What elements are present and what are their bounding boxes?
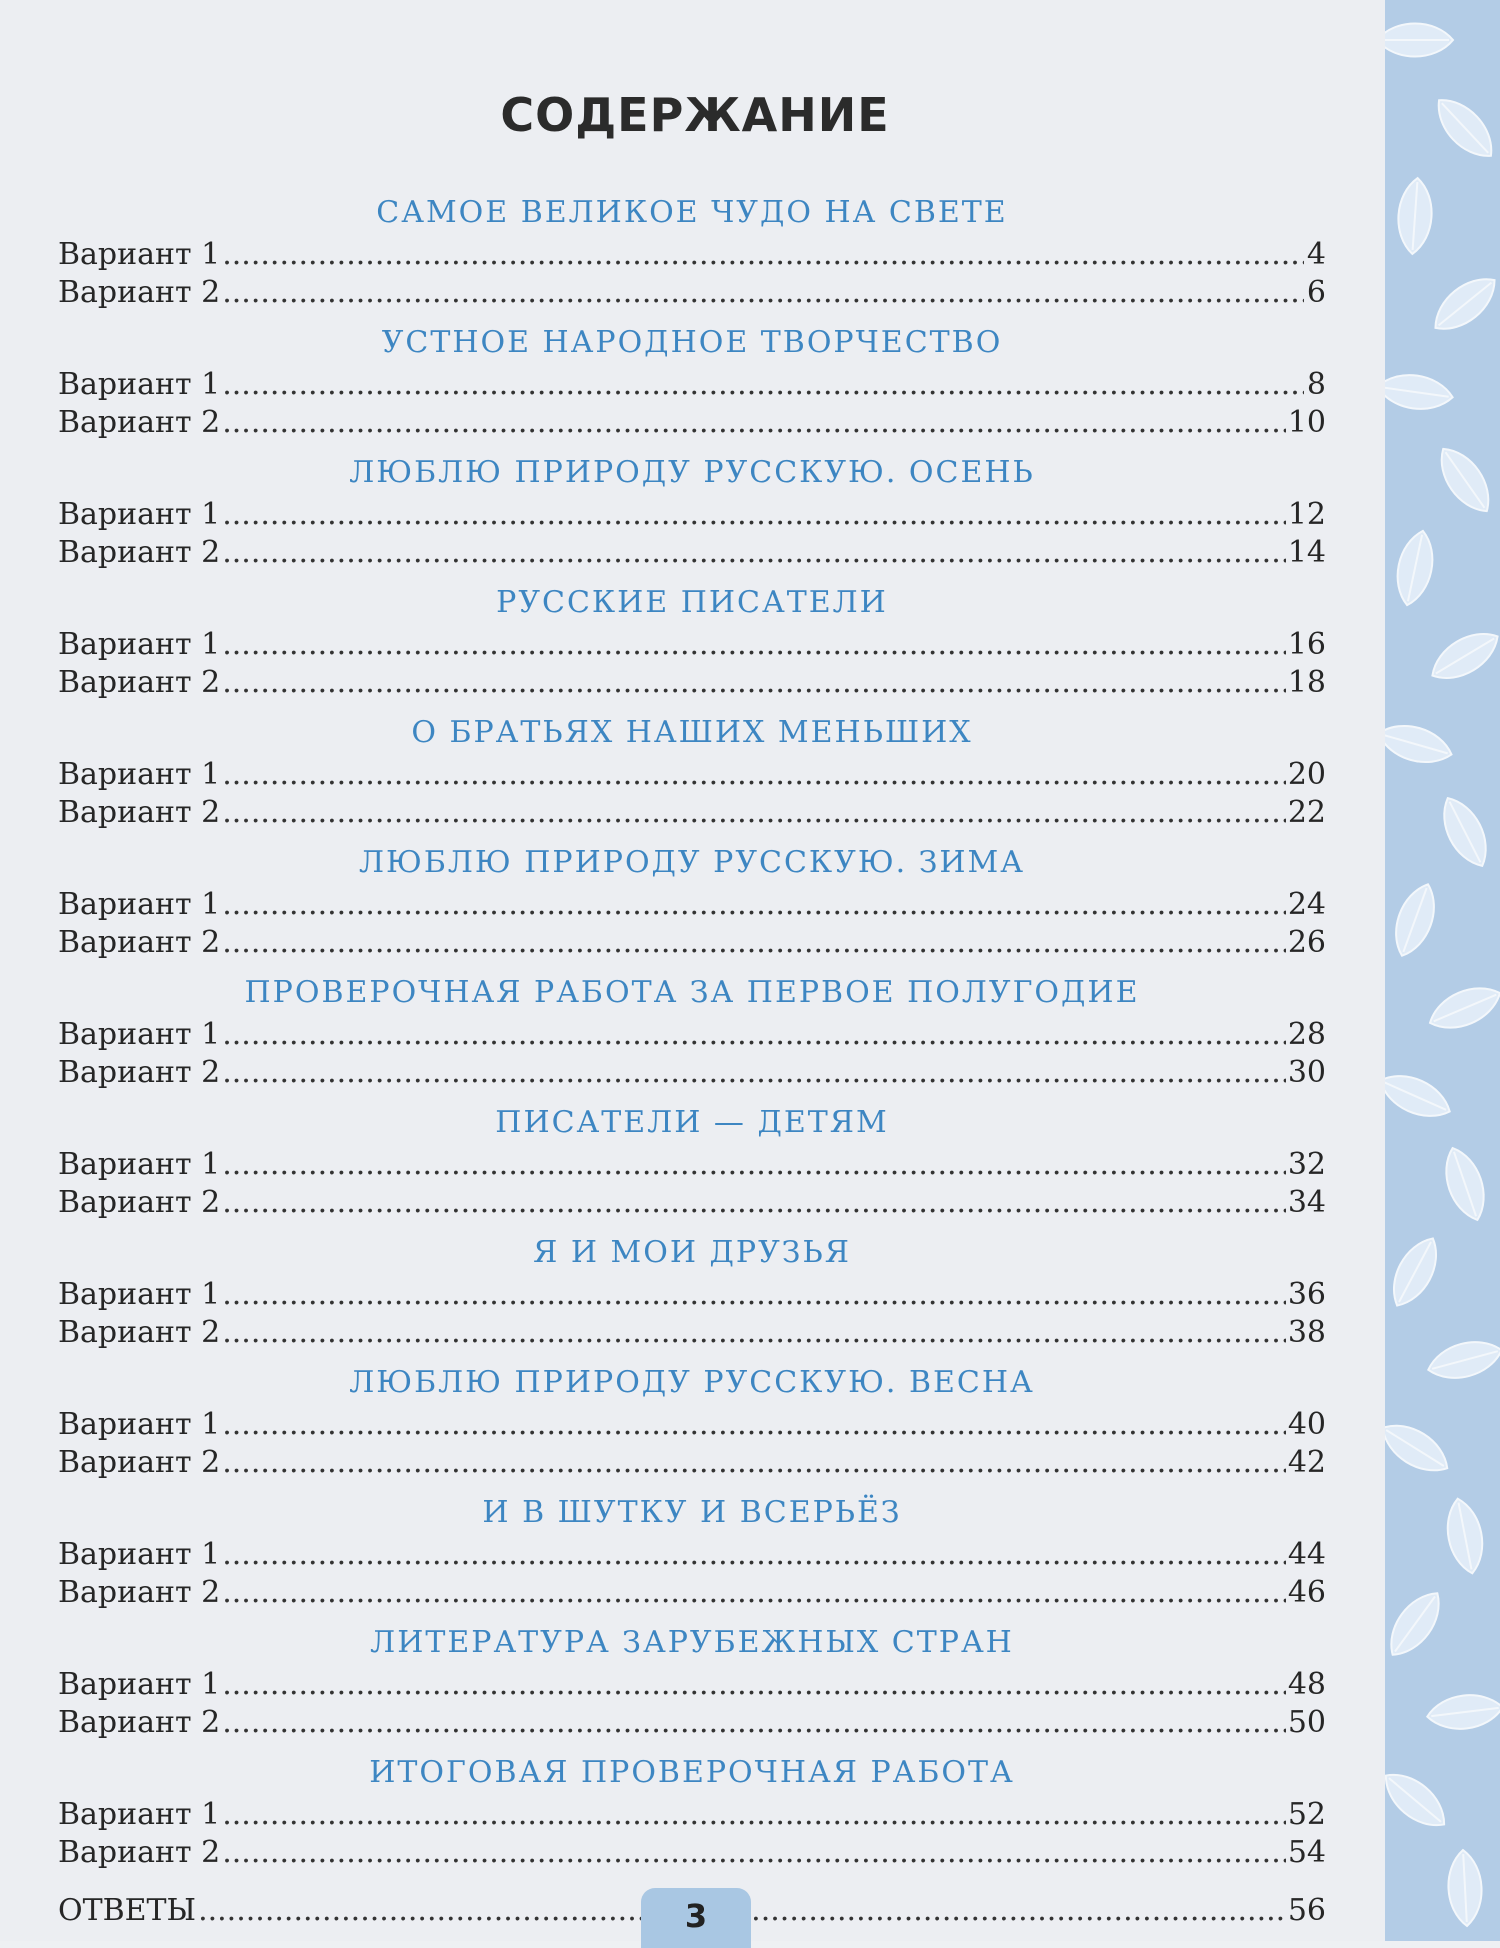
answers-label: ОТВЕТЫ: [58, 1893, 197, 1928]
entry-label: Вариант 1: [58, 627, 221, 662]
toc-entry[interactable]: [58, 1146, 1326, 1184]
dot-leader: [222, 274, 1304, 312]
toc-section: [58, 580, 1326, 702]
section-heading: ИТОГОВАЯ ПРОВЕРОЧНАЯ РАБОТА: [369, 1755, 1015, 1790]
page-title: СОДЕРЖАНИЕ: [500, 88, 890, 142]
entry-label: Вариант 1: [58, 1277, 221, 1312]
leaf-shape: [1427, 89, 1500, 167]
table-of-contents: [58, 190, 1326, 1930]
dot-leader: [222, 1016, 1286, 1054]
toc-entry[interactable]: [58, 236, 1326, 274]
entry-label: Вариант 1: [58, 497, 221, 532]
entry-label: Вариант 1: [58, 1537, 221, 1572]
entry-label: Вариант 1: [58, 1407, 221, 1442]
leaf-shape: [1424, 622, 1500, 689]
toc-entry[interactable]: [58, 1444, 1326, 1482]
entry-page-number: 30: [1287, 1055, 1326, 1090]
section-heading: РУССКИЕ ПИСАТЕЛИ: [496, 585, 888, 620]
toc-section: [58, 1750, 1326, 1872]
toc-section: [58, 450, 1326, 572]
section-heading: ЛИТЕРАТУРА ЗАРУБЕЖНЫХ СТРАН: [370, 1625, 1014, 1660]
toc-section: [58, 970, 1326, 1092]
dot-leader: [222, 404, 1286, 442]
dot-leader: [222, 1834, 1286, 1872]
leaf-shape: [1424, 978, 1500, 1038]
dot-leader: [222, 1184, 1286, 1222]
toc-section: [58, 1100, 1326, 1222]
entry-label: Вариант 2: [58, 925, 221, 960]
entry-page-number: 26: [1287, 925, 1326, 960]
entry-page-number: 46: [1287, 1575, 1326, 1610]
toc-entry[interactable]: [58, 1574, 1326, 1612]
entry-page-number: 34: [1287, 1185, 1326, 1220]
entry-page-number: 44: [1287, 1537, 1326, 1572]
toc-entry[interactable]: [58, 1796, 1326, 1834]
toc-entry[interactable]: [58, 496, 1326, 534]
entry-label: Вариант 1: [58, 887, 221, 922]
toc-entry[interactable]: [58, 1666, 1326, 1704]
toc-entry[interactable]: [58, 274, 1326, 312]
leaf-shape: [1385, 1414, 1456, 1482]
entry-label: Вариант 2: [58, 275, 221, 310]
entry-label: Вариант 1: [58, 237, 221, 272]
entry-label: Вариант 1: [58, 757, 221, 792]
toc-entry[interactable]: [58, 924, 1326, 962]
leaf-decoration-strip: [1385, 0, 1500, 1941]
dot-leader: [222, 366, 1304, 404]
entry-label: Вариант 1: [58, 1797, 221, 1832]
entry-page-number: 50: [1287, 1705, 1326, 1740]
entry-page-number: 24: [1287, 887, 1326, 922]
section-heading: Я И МОИ ДРУЗЬЯ: [533, 1235, 851, 1270]
entry-label: Вариант 1: [58, 1147, 221, 1182]
section-heading: УСТНОЕ НАРОДНОЕ ТВОРЧЕСТВО: [381, 325, 1003, 360]
toc-entry[interactable]: [58, 1406, 1326, 1444]
dot-leader: [222, 1314, 1286, 1352]
dot-leader: [222, 1666, 1286, 1704]
entry-label: Вариант 2: [58, 405, 221, 440]
dot-leader: [222, 1054, 1286, 1092]
dot-leader: [222, 1536, 1286, 1574]
entry-label: Вариант 1: [58, 367, 221, 402]
entry-page-number: 40: [1287, 1407, 1326, 1442]
entry-page-number: 20: [1287, 757, 1326, 792]
page-number: 3: [641, 1888, 751, 1948]
entry-page-number: 6: [1306, 275, 1326, 310]
toc-entry[interactable]: [58, 794, 1326, 832]
leaf-shape: [1385, 1763, 1455, 1837]
section-heading: САМОЕ ВЕЛИКОЕ ЧУДО НА СВЕТЕ: [376, 195, 1008, 230]
dot-leader: [222, 236, 1304, 274]
entry-label: Вариант 2: [58, 1445, 221, 1480]
toc-entry[interactable]: [58, 626, 1326, 664]
toc-section: [58, 1620, 1326, 1742]
entry-label: Вариант 2: [58, 1185, 221, 1220]
leaf-pattern-icon: [1385, 0, 1500, 1941]
entry-page-number: 52: [1287, 1797, 1326, 1832]
entry-label: Вариант 2: [58, 1705, 221, 1740]
toc-entry[interactable]: [58, 366, 1326, 404]
section-heading: И В ШУТКУ И ВСЕРЬЁЗ: [482, 1495, 902, 1530]
entry-page-number: 18: [1287, 665, 1326, 700]
section-heading: ЛЮБЛЮ ПРИРОДУ РУССКУЮ. ОСЕНЬ: [349, 455, 1035, 490]
dot-leader: [222, 664, 1286, 702]
toc-entry[interactable]: [58, 1536, 1326, 1574]
toc-section: [58, 710, 1326, 832]
toc-entry[interactable]: [58, 1834, 1326, 1872]
entry-label: Вариант 2: [58, 535, 221, 570]
entry-page-number: 22: [1287, 795, 1326, 830]
toc-entry[interactable]: [58, 756, 1326, 794]
entry-page-number: 28: [1287, 1017, 1326, 1052]
dot-leader: [222, 1146, 1286, 1184]
entry-label: Вариант 2: [58, 1055, 221, 1090]
toc-section: [58, 1230, 1326, 1352]
entry-page-number: 36: [1287, 1277, 1326, 1312]
answers-page-number: 56: [1287, 1893, 1326, 1928]
leaf-shape: [1385, 718, 1456, 771]
section-heading: О БРАТЬЯХ НАШИХ МЕНЬШИХ: [411, 715, 973, 750]
toc-entry[interactable]: [58, 1184, 1326, 1222]
dot-leader: [222, 1704, 1286, 1742]
toc-entry[interactable]: [58, 534, 1326, 572]
toc-entry[interactable]: [58, 1016, 1326, 1054]
entry-label: Вариант 2: [58, 665, 221, 700]
section-heading: ПИСАТЕЛИ — ДЕТЯМ: [495, 1105, 889, 1140]
dot-leader: [222, 756, 1286, 794]
dot-leader: [222, 886, 1286, 924]
dot-leader: [222, 1406, 1286, 1444]
entry-label: Вариант 2: [58, 795, 221, 830]
dot-leader: [222, 534, 1286, 572]
toc-section: [58, 1360, 1326, 1482]
toc-entry[interactable]: [58, 1276, 1326, 1314]
entry-page-number: 48: [1287, 1667, 1326, 1702]
toc-section: [58, 320, 1326, 442]
toc-section: [58, 840, 1326, 962]
leaf-shape: [1385, 1584, 1451, 1665]
toc-section: [58, 1490, 1326, 1612]
toc-section: [58, 190, 1326, 312]
toc-entry[interactable]: [58, 1054, 1326, 1092]
entry-page-number: 4: [1306, 237, 1326, 272]
entry-label: Вариант 1: [58, 1667, 221, 1702]
toc-entry[interactable]: [58, 886, 1326, 924]
entry-page-number: 32: [1287, 1147, 1326, 1182]
toc-entry[interactable]: [58, 1314, 1326, 1352]
leaf-shape: [1385, 1231, 1447, 1314]
entry-page-number: 42: [1287, 1445, 1326, 1480]
dot-leader: [222, 794, 1286, 832]
entry-label: Вариант 2: [58, 1315, 221, 1350]
dot-leader: [222, 1796, 1286, 1834]
dot-leader: [222, 626, 1286, 664]
dot-leader: [222, 924, 1286, 962]
section-heading: ЛЮБЛЮ ПРИРОДУ РУССКУЮ. ЗИМА: [359, 845, 1025, 880]
toc-entry[interactable]: [58, 664, 1326, 702]
dot-leader: [222, 496, 1286, 534]
section-heading: ЛЮБЛЮ ПРИРОДУ РУССКУЮ. ВЕСНА: [349, 1365, 1035, 1400]
entry-label: Вариант 2: [58, 1835, 221, 1870]
entry-label: Вариант 2: [58, 1575, 221, 1610]
entry-page-number: 54: [1287, 1835, 1326, 1870]
entry-page-number: 16: [1287, 627, 1326, 662]
dot-leader: [222, 1276, 1286, 1314]
entry-label: Вариант 1: [58, 1017, 221, 1052]
dot-leader: [222, 1444, 1286, 1482]
entry-page-number: 12: [1287, 497, 1326, 532]
section-heading: ПРОВЕРОЧНАЯ РАБОТА ЗА ПЕРВОЕ ПОЛУГОДИЕ: [244, 975, 1140, 1010]
entry-page-number: 10: [1287, 405, 1326, 440]
dot-leader: [222, 1574, 1286, 1612]
leaf-shape: [1425, 267, 1500, 340]
toc-entry[interactable]: [58, 1704, 1326, 1742]
toc-entry[interactable]: [58, 404, 1326, 442]
leaf-shape: [1385, 1065, 1456, 1126]
entry-page-number: 14: [1287, 535, 1326, 570]
entry-page-number: 38: [1287, 1315, 1326, 1350]
entry-page-number: 8: [1306, 367, 1326, 402]
